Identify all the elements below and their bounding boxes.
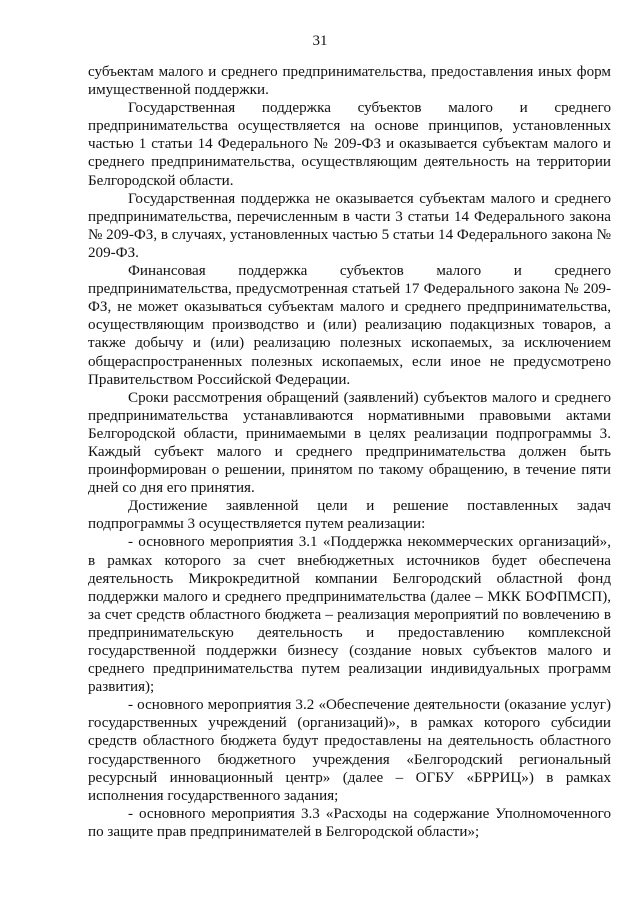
- list-item-3-1: - основного мероприятия 3.1 «Поддержка некоммерческих организаций», в рамках которого за счет внебюджетных источников будет обеспечена деятельность Микрокредитной компании Белгородский областной фонд поддержки малого и среднего предпринимательства (далее – МКК БОФПМСП), за счет средств областного бюджета – реализация мероприятий по вовлечению в предпринимательскую деятельность и предоставлению комплексной государственной поддержки бизнесу (создание новых субъектов малого и среднего предпринимательства путем реализации индивидуальных программ развития);: [88, 534, 611, 696]
- paragraph-6: Достижение заявленной цели и решение поставленных задач подпрограммы 3 осуществляется путем реализации:: [88, 498, 611, 533]
- document-body: [88, 63, 611, 841]
- paragraph-1: субъектам малого и среднего предпринимательства, предоставления иных форм имущественной поддержки.: [88, 64, 611, 99]
- page-number: 31: [312, 33, 328, 49]
- paragraph-2: Государственная поддержка субъектов малого и среднего предпринимательства осуществляется на основе принципов, установленных частью 1 статьи 14 Федерального № 209-ФЗ и оказывается субъектам малого и среднего предпринимательства, осуществляющим деятельность на территории Белгородской области.: [88, 100, 611, 189]
- paragraph-4: Финансовая поддержка субъектов малого и среднего предпринимательства, предусмотренная статьей 17 Федерального закона № 209-ФЗ, не может оказываться субъектам малого и среднего предпринимательства, осуществляющим производство и (или) реализацию подакцизных товаров, а также добычу и (или) реализацию полезных ископаемых, за исключением общераспространенных полезных ископаемых, если иное не предусмотрено Правительством Российской Федерации.: [88, 263, 611, 388]
- paragraph-5: Сроки рассмотрения обращений (заявлений) субъектов малого и среднего предпринимательства устанавливаются нормативными правовыми актами Белгородской области, принимаемыми в целях реализации подпрограммы 3. Каждый субъект малого и среднего предпринимательства должен быть проинформирован о решении, принятом по такому обращению, в течение пяти дней со дня его принятия.: [88, 389, 611, 497]
- list-item-3-2: - основного мероприятия 3.2 «Обеспечение деятельности (оказание услуг) государственных учреждений (организаций)», в рамках которого субсидии средств областного бюджета будут предоставлены на деятельность областного государственного бюджетного учреждения «Белгородский региональный ресурсный инновационный центр» (далее – ОГБУ «БРРИЦ») в рамках исполнения государственного задания;: [88, 697, 611, 804]
- paragraph-3: Государственная поддержка не оказывается субъектам малого и среднего предпринимательства, перечисленным в части 3 статьи 14 Федерального закона № 209-ФЗ, в случаях, установленных частью 5 статьи 14 Федерального закона № 209-ФЗ.: [88, 190, 611, 261]
- list-item-3-3: - основного мероприятия 3.3 «Расходы на содержание Уполномоченного по защите прав предпринимателей в Белгородской области»;: [88, 805, 611, 840]
